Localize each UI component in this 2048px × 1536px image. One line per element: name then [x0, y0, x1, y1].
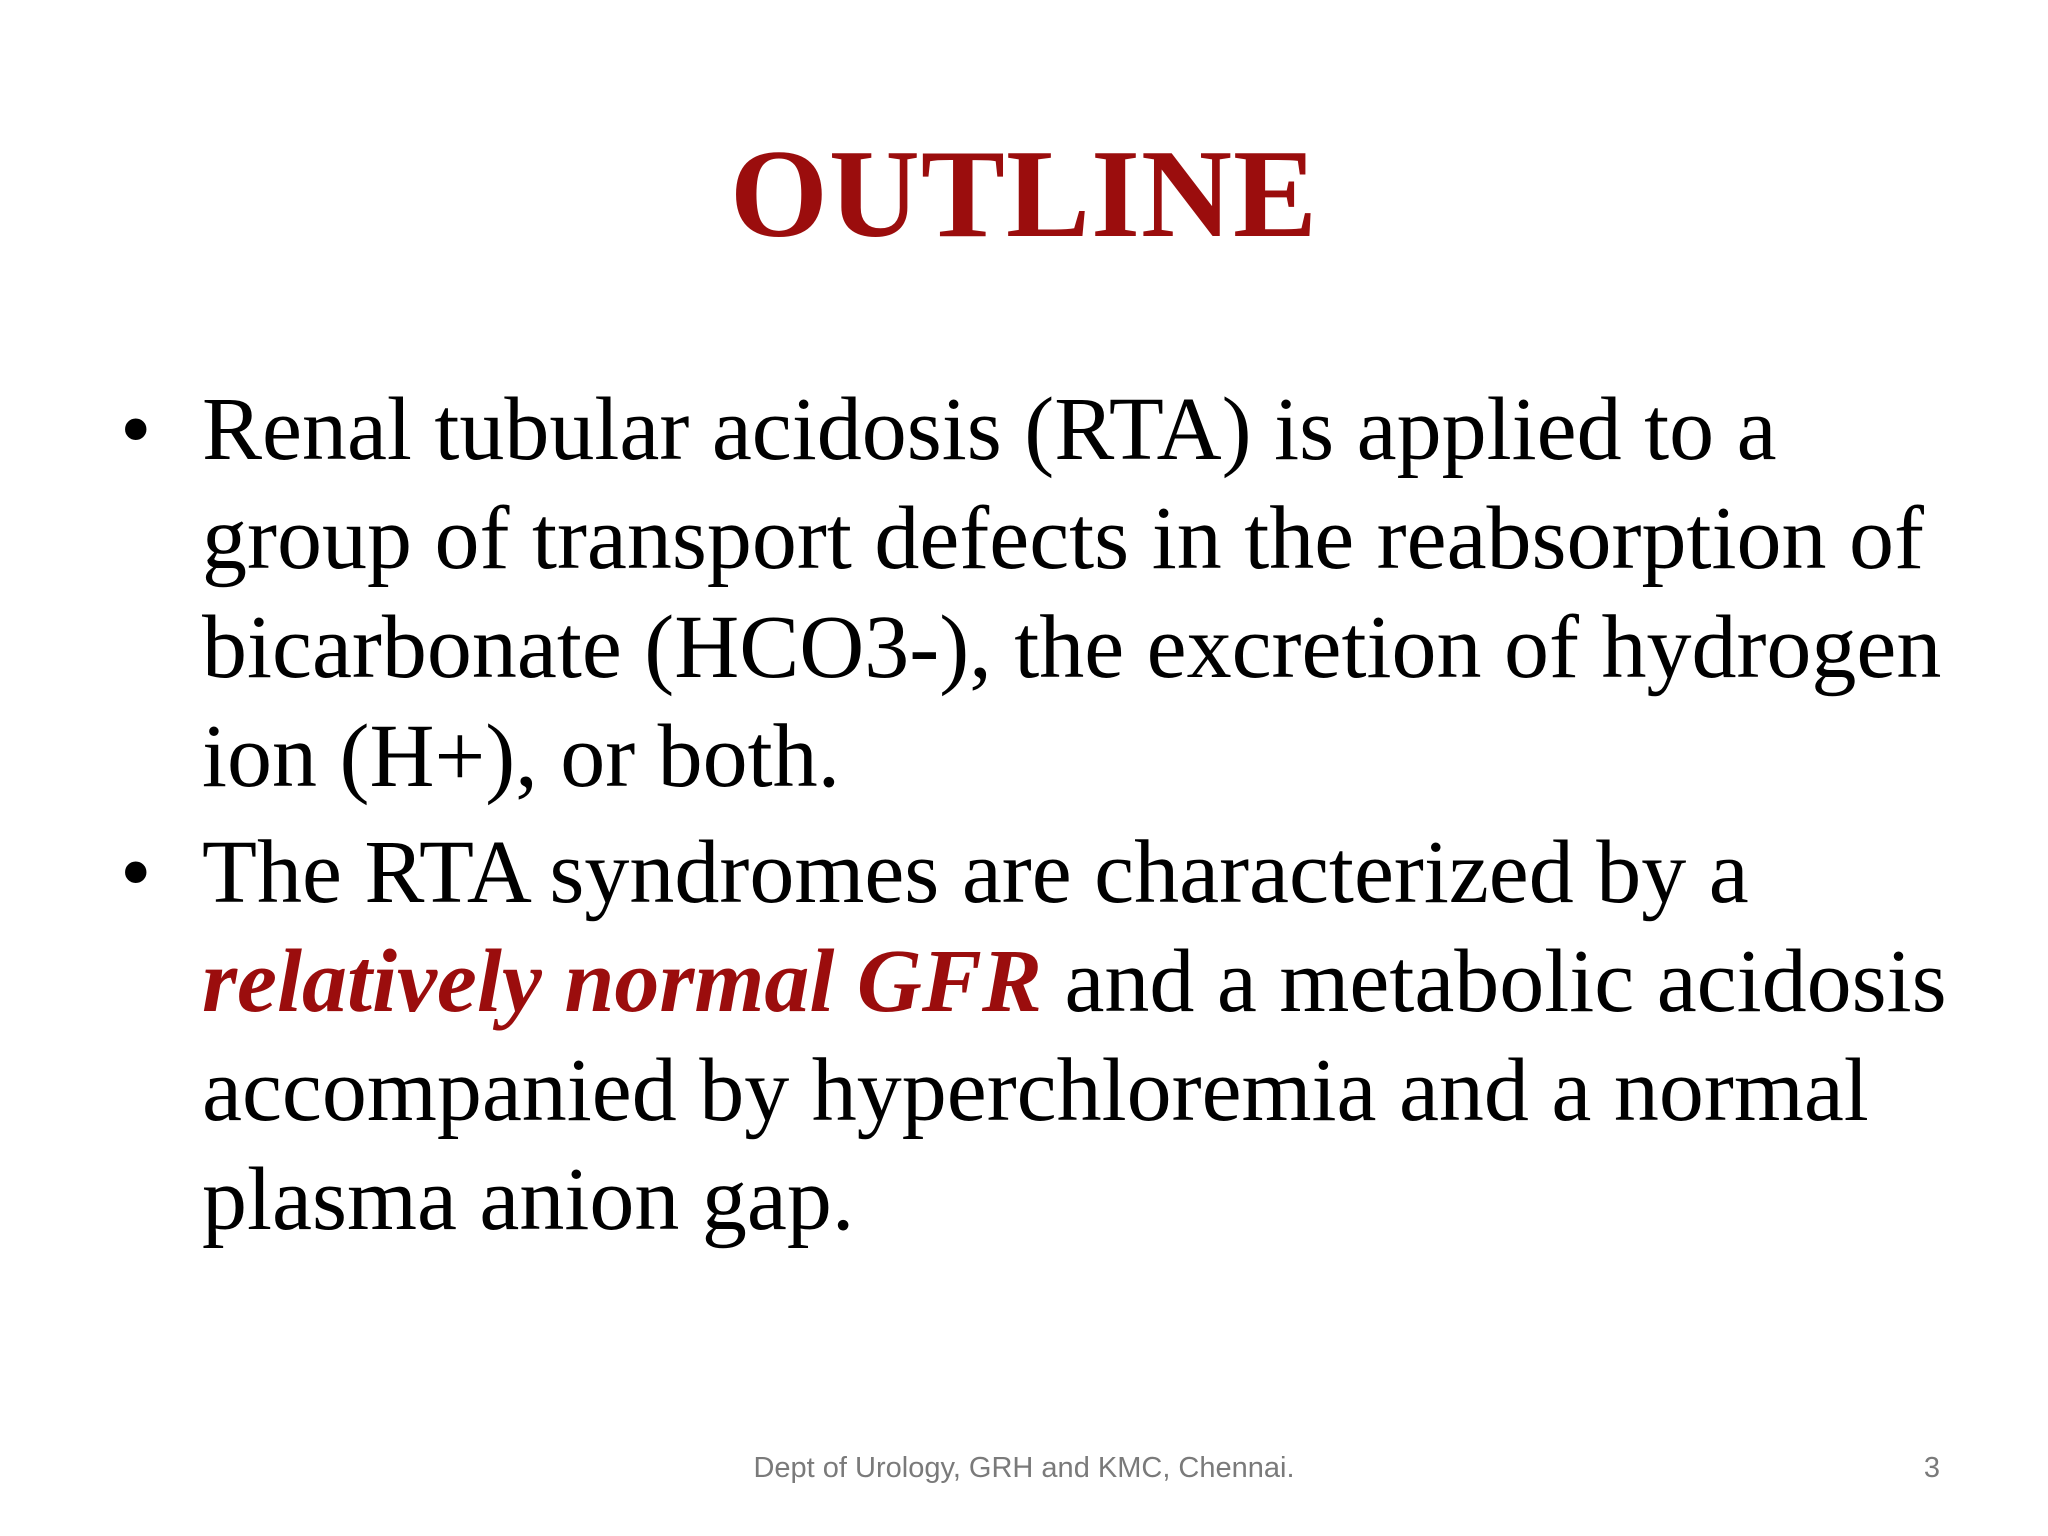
bullet-list — [118, 375, 1998, 1261]
slide-title: OUTLINE — [729, 125, 1319, 264]
bullet-item — [118, 818, 1998, 1254]
emphasized-text: relatively normal GFR — [202, 932, 1042, 1031]
bullet-marker: • — [120, 380, 152, 479]
bullet-item — [118, 375, 1998, 811]
page-number: 3 — [1923, 1452, 1940, 1484]
bullet-text: Renal tubular acidosis (RTA) is applied to a group of transport defects in the reabsorption of bicarbonate (HCO3-), the excretion of hydrogen ion (H+), or both. — [202, 380, 1942, 806]
footer-text: Dept of Urology, GRH and KMC, Chennai. — [753, 1452, 1295, 1484]
bullet-text-start: The RTA syndromes are characterized by a — [202, 823, 1749, 922]
bullet-text-end: and a metabolic acidosis accompanied by hyperchloremia and a normal plasma anion gap. — [202, 932, 1947, 1249]
bullet-marker: • — [120, 823, 152, 922]
